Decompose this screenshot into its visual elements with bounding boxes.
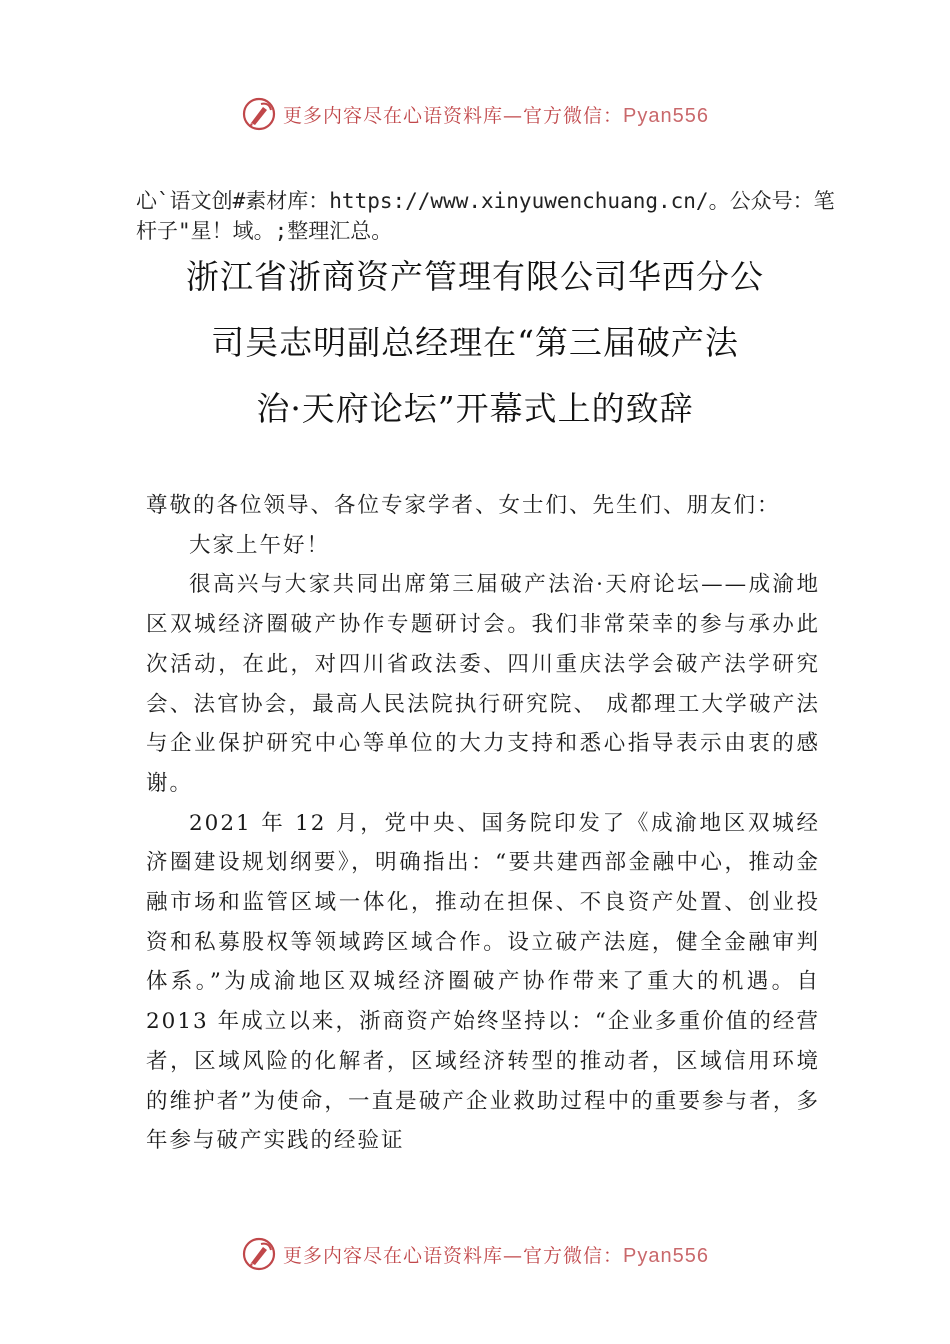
watermark-header [0, 94, 950, 134]
salutation: 尊敬的各位领导、各位专家学者、女士们、先生们、朋友们： [146, 493, 781, 518]
watermark-text: 更多内容尽在心语资料库—官方微信：Pyan556 [283, 1244, 709, 1267]
document-title [140, 244, 810, 442]
source-notice: 心`语文创#素材库：https://www.xinyuwenchuang.cn/。公众号：笔杆子"星！域。;整理汇总。 [136, 189, 835, 243]
watermark-text: 更多内容尽在心语资料库—官方微信：Pyan556 [283, 104, 709, 127]
pen-nib-logo-icon [241, 96, 277, 132]
paragraph: 2021 年 12 月，党中央、国务院印发了《成渝地区双城经济圈建设规划纲要》，明确指出：“要共建西部金融中心，推动金融市场和监管区域一体化，推动在担保、不良资产处置、创业投资和私募股权等领域跨区域合作。设立破产法庭，健全金融审判体系。”为成渝地区双城经济圈破产协作带来了重大的机遇。自 2013 年成立以来，浙商资产始终坚持以：“企业多重价值的经营者，区域风险的化解者，区域经济转型的推动者，区域信用环境的维护者”为使命，一直是破产企业救助过程中的重要参与者，多年参与破产实践的经验证 [146, 810, 820, 1154]
watermark-footer [0, 1234, 950, 1274]
greeting: 大家上午好！ [189, 532, 331, 558]
speech-body [146, 486, 820, 1161]
title-line: 浙江省浙商资产管理有限公司华西分公 [186, 257, 764, 296]
pen-nib-logo-icon [241, 1236, 277, 1272]
title-line: 治·天府论坛”开幕式上的致辞 [256, 389, 694, 428]
title-line: 司吴志明副总经理在“第三届破产法 [211, 323, 739, 362]
paragraph: 很高兴与大家共同出席第三届破产法治·天府论坛——成渝地区双城经济圈破产协作专题研讨会。我们非常荣幸的参与承办此次活动，在此，对四川省政法委、四川重庆法学会破产法学研究会、法官协会，最高人民法院执行研究院、 成都理工大学破产法与企业保护研究中心等单位的大力支持和悉心指导表示由衷的感谢。 [146, 572, 820, 796]
